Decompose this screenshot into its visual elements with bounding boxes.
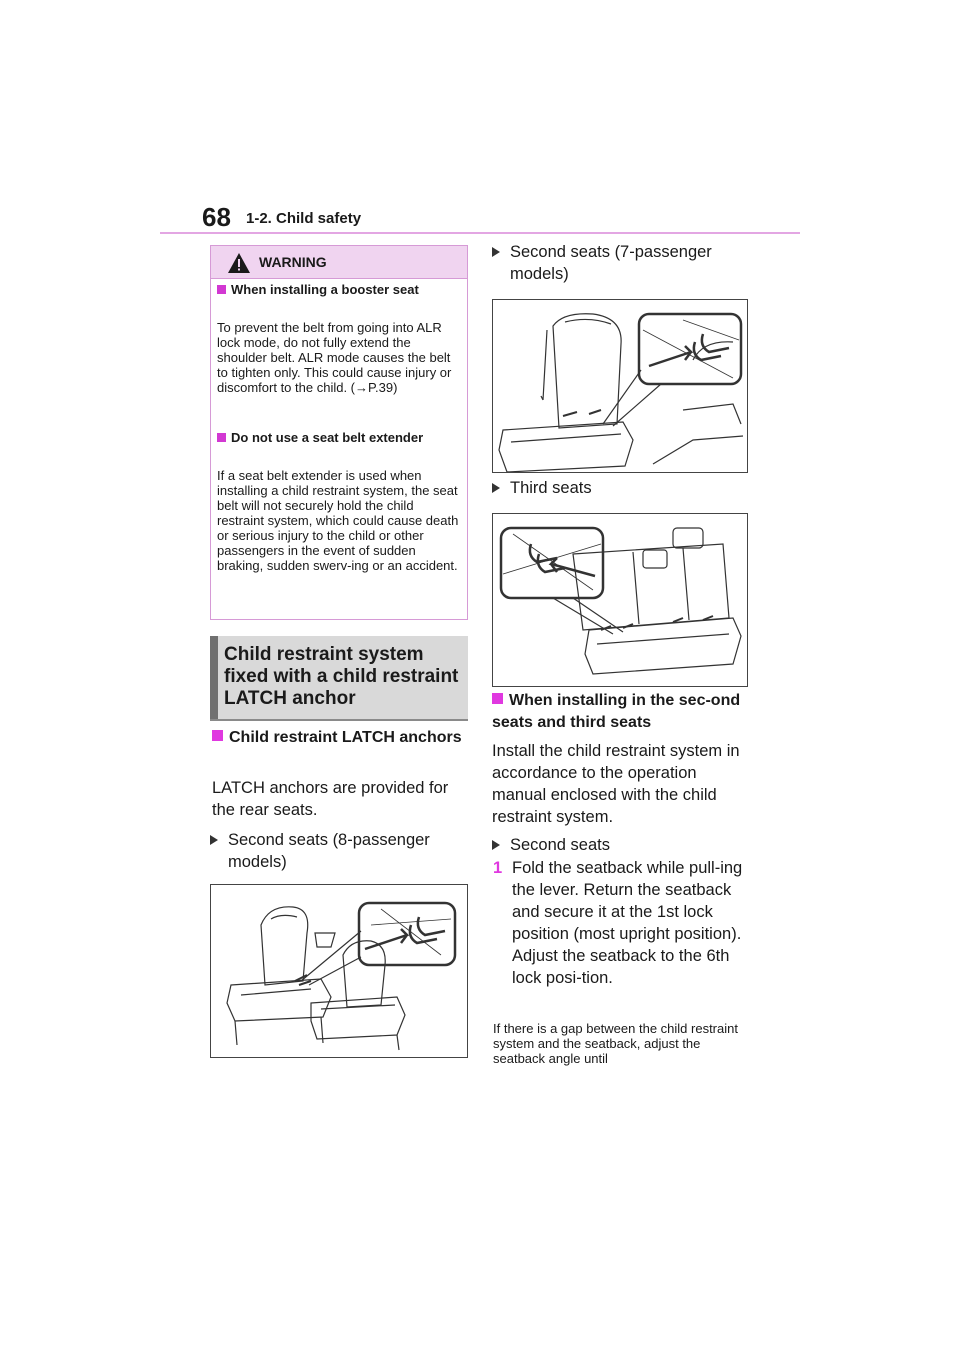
bullet-item: Second seats (7-passenger models) xyxy=(510,241,750,285)
subheading: Child restraint LATCH anchors xyxy=(212,727,462,749)
square-bullet-icon xyxy=(217,285,226,294)
warning-subheading: When installing a booster seat xyxy=(217,282,457,297)
section-title: 1-2. Child safety xyxy=(246,210,362,227)
section-heading xyxy=(210,636,468,720)
triangle-bullet-icon xyxy=(492,483,500,493)
seat-illustration-7-passenger xyxy=(492,299,748,473)
square-bullet-icon xyxy=(212,730,223,741)
header-rule xyxy=(160,232,800,234)
seat-illustration-third-seats xyxy=(492,513,748,687)
bullet-item: Third seats xyxy=(510,477,750,499)
warning-header xyxy=(211,246,467,279)
warning-label: WARNING xyxy=(259,254,327,270)
step-number: 1 xyxy=(493,859,503,877)
heading-underline xyxy=(210,719,468,721)
square-bullet-icon xyxy=(492,693,503,704)
warning-body: If a seat belt extender is used when installing a child restraint system, the seat belt will not securely hold the child restraint system, which could cause death or serious injury to the child or other passengers in the event of sudden braking, sudden swerv-ing or an accident. xyxy=(217,468,459,573)
seat-illustration-8-passenger xyxy=(210,884,468,1058)
paragraph: Install the child restraint system in accordance to the operation manual enclosed with the child restraint system. xyxy=(492,742,740,826)
square-bullet-icon xyxy=(217,433,226,442)
section-heading-text: Child restraint system fixed with a child restraint LATCH anchor xyxy=(224,644,459,709)
page-number: 68 xyxy=(202,202,231,232)
step-text: Fold the seatback while pull-ing the lever. Return the seatback and secure it at the 1st lock position (most upright position). Adjust the seatback to the 6th lock posi-tion. xyxy=(512,859,743,987)
warning-triangle-icon xyxy=(227,252,251,274)
warning-box xyxy=(210,245,468,620)
triangle-bullet-icon xyxy=(492,247,500,257)
triangle-bullet-icon xyxy=(210,835,218,845)
bullet-item: Second seats xyxy=(510,834,748,856)
warning-body: To prevent the belt from going into ALR lock mode, do not fully extend the shoulder belt. ALR mode causes the belt to tighten only. This could cause injury or discomfort to the child. (→P.39) xyxy=(217,320,452,395)
heading-bar xyxy=(210,636,218,720)
warning-subheading: Do not use a seat belt extender xyxy=(217,430,457,445)
triangle-bullet-icon xyxy=(492,840,500,850)
bullet-item: Second seats (8-passenger models) xyxy=(228,829,464,873)
paragraph: LATCH anchors are provided for the rear seats. xyxy=(212,779,449,819)
subheading: When installing in the sec-ond seats and third seats xyxy=(492,692,741,731)
note-text: If there is a gap between the child restraint system and the seatback, adjust the seatback angle until xyxy=(493,1021,738,1066)
